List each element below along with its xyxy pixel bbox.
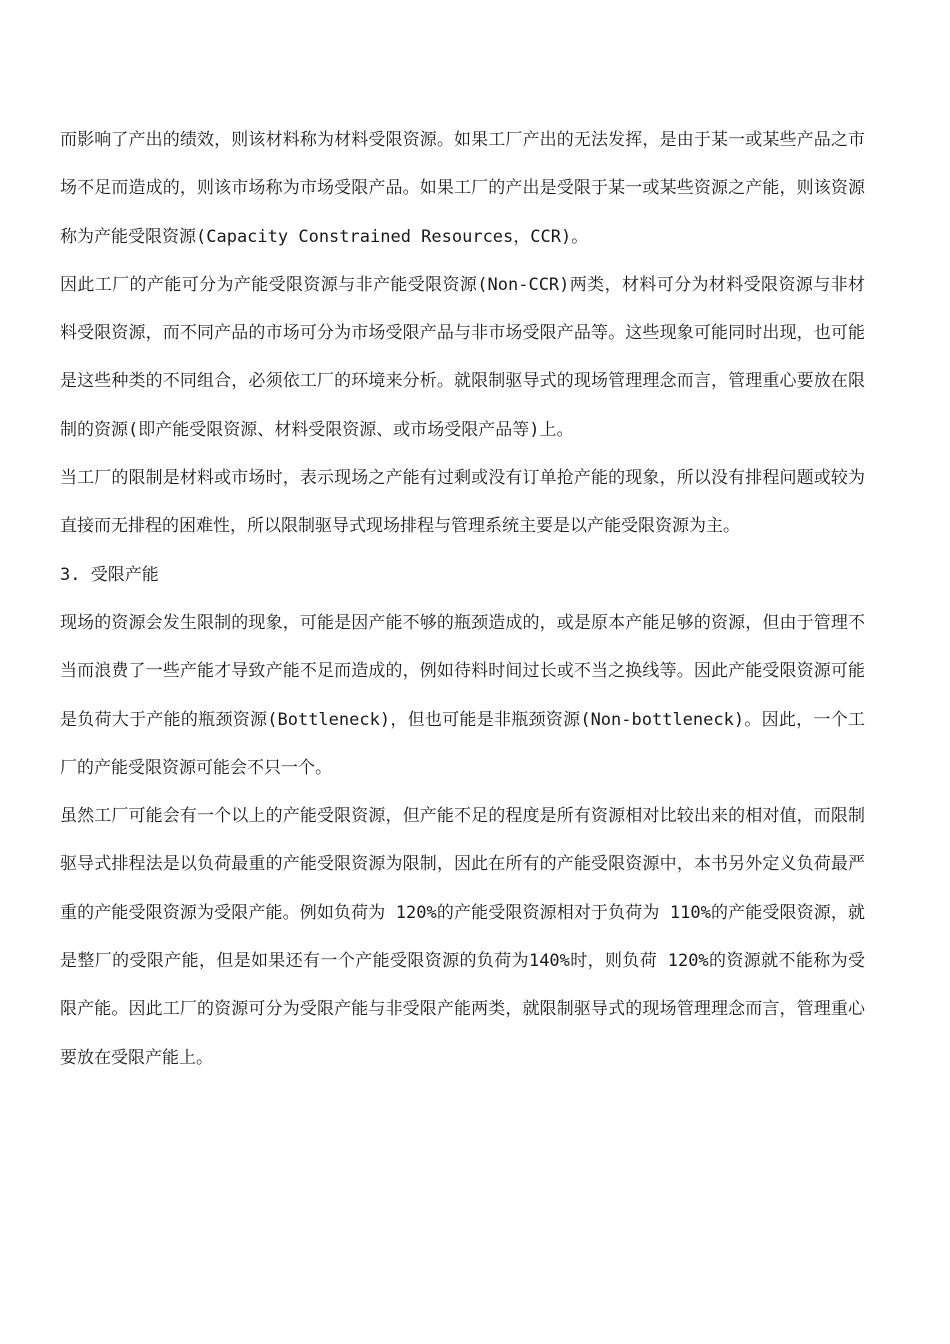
section-heading: 3. 受限产能 (60, 564, 159, 585)
document-body (60, 116, 865, 1082)
paragraph-resource-limitation: 现场的资源会发生限制的现象，可能是因产能不够的瓶颈造成的，或是原本产能足够的资源，但由于管理不当而浪费了一些产能才导致产能不足而造成的，例如待料时间过长或不当之换线等。因此产能受限资源可能是负荷大于产能的瓶颈资源(Bottleneck)，但也可能是非瓶颈资源(Non-bottleneck)。因此，一个工厂的产能受限资源可能会不只一个。 (60, 612, 865, 778)
paragraph-material-market-constraints: 而影响了产出的绩效，则该材料称为材料受限资源。如果工厂产出的无法发挥，是由于某一或某些产品之市场不足而造成的，则该市场称为市场受限产品。如果工厂的产出是受限于某一或某些资源之产能，则该资源称为产能受限资源(Capacity Constrained Resources，CCR)。 (60, 130, 865, 247)
paragraph-capacity-classification: 因此工厂的产能可分为产能受限资源与非产能受限资源(Non-CCR)两类，材料可分为材料受限资源与非材料受限资源，而不同产品的市场可分为市场受限产品与非市场受限产品等。这些现象可能同时出现，也可能是这些种类的不同组合，必须依工厂的环境来分析。就限制驱导式的现场管理理念而言，管理重心要放在限制的资源(即产能受限资源、材料受限资源、或市场受限产品等)上。 (60, 274, 865, 440)
paragraph-constrained-capacity-definition: 虽然工厂可能会有一个以上的产能受限资源，但产能不足的程度是所有资源相对比较出来的相对值，而限制驱导式排程法是以负荷最重的产能受限资源为限制，因此在所有的产能受限资源中，本书另外定义负荷最严重的产能受限资源为受限产能。例如负荷为 120%的产能受限资源相对于负荷为 110%的产能受限资源，就是整厂的受限产能，但是如果还有一个产能受限资源的负荷为140%时，则负荷 120%的资源就不能称为受限产能。因此工厂的资源可分为受限产能与非受限产能两类，就限制驱导式的现场管理理念而言，管理重心要放在受限产能上。 (60, 806, 865, 1068)
paragraph-scheduling-focus: 当工厂的限制是材料或市场时，表示现场之产能有过剩或没有订单抢产能的现象，所以没有排程问题或较为直接而无排程的困难性，所以限制驱导式现场排程与管理系统主要是以产能受限资源为主。 (60, 468, 865, 537)
